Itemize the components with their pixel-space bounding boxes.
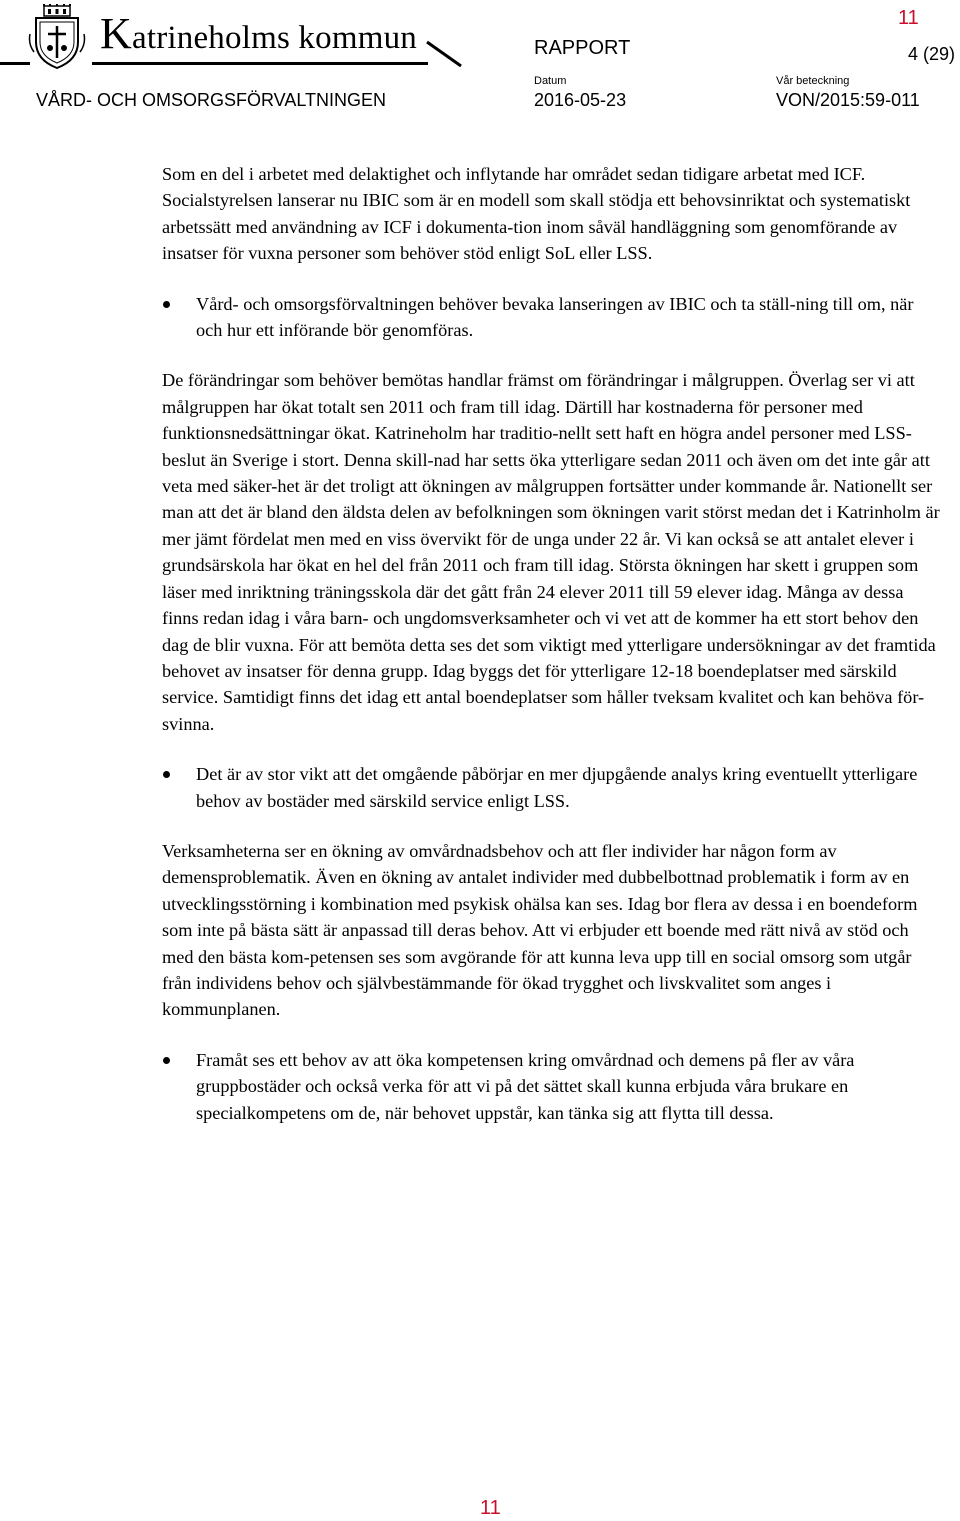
municipal-crest-icon <box>28 4 86 70</box>
organization-name-rest: atrineholms kommun <box>131 20 417 56</box>
paragraph-target-group: De förändringar som behöver bemötas handlar främst om förändringar i målgruppen. Överlag ser vi att målgruppen har ökat totalt sen 2011 och fram till idag. Därtill har kostnaderna för personer med funktionsnedsättningar ökat. Katrineholm har traditio-nellt sett haft en högra andel personer med LSS-beslut än Sverige i stort. Denna skill-nad har setts öka ytterligare sedan 2011 och även om det inte går att veta med säker-het är det troligt att ökningen av målgruppen fortsätter under kommande år. Nationellt ser man att det är bland den äldsta delen av befolkningen som ökningen varit störst medan det i Katrinholm är mer jämt fördelat men med en viss övervikt för de unga under 22 år. Vi kan också se att antalet elever i grundsärskola har ökat en hel del från 2011 och fram till idag. Största ökningen har skett i gruppen som läser med inriktning träningsskola där det gått från 24 elever 2011 till 59 elever idag. Många av dessa finns redan idag i våra barn- och ungdomsverksamheter och vi vet att de kommer ha ett stort behov den dag de blir vuxna. För att bemöta detta ses det som viktigt med ytterligare undersökningar av det framtida behovet av insatser för denna grupp. Idag byggs det för ytterligare 12-18 boendeplatser med särskild service. Samtidigt finns det idag ett antal boendeplatser som håller tveksam kvalitet och kan behöva för-svinna. <box>162 370 940 734</box>
reference-value: VON/2015:59-011 <box>776 90 920 110</box>
page-count: 4 (29) <box>908 44 956 64</box>
report-type: RAPPORT <box>534 37 631 59</box>
paragraph-icf: Som en del i arbetet med delaktighet och inflytande har området sedan tidigare arbetat med ICF. Socialstyrelsen lanserar nu IBIC som är en modell som skall stödja ett behovsinriktat och systematiskt arbetssätt med användning av ICF i dokumenta-tion inom såväl handläggning som genomförande av insatser för vuxna personer som behöver stöd enligt SoL eller LSS. <box>162 164 911 264</box>
bullet-item-housing-analysis <box>162 761 940 814</box>
bullet-item-competence <box>162 1047 940 1126</box>
bullet-icon <box>163 1057 170 1064</box>
page-stamp-bottom: 11 <box>480 1497 501 1519</box>
header-rule <box>92 62 428 65</box>
page-stamp-top: 11 <box>898 7 919 29</box>
reference-label: Vår beteckning <box>776 75 850 87</box>
paragraph-care-needs: Verksamheterna ser en ökning av omvårdnadsbehov och att fler individer har någon form av demensproblematik. Även en ökning av antalet individer med dubbelbottnad problematik i form av en utvecklingsstörning i kombination med psykisk ohälsa kan ses. Idag bor flera av dessa i en boendeform som inte på bästa sätt är anpassad till deras behov. Att vi erbjuder ett boende med rätt nivå av stöd och med den bästa kom-petensen ses som avgörande för att kunna leva upp till en social omsorg som utgår från individens behov och självbestämmande för ökad trygghet och livskvalitet som anges i kommunplanen. <box>162 840 918 1020</box>
document-body <box>162 161 940 1150</box>
bullet-text: Det är av stor vikt att det omgående påbörjar en mer djupgående analys kring eventuellt ytterligare behov av bostäder med särskild service enligt LSS. <box>196 764 918 811</box>
bullet-icon <box>163 301 170 308</box>
organization-name <box>100 9 417 58</box>
department-name: VÅRD- OCH OMSORGSFÖRVALTNINGEN <box>36 90 387 110</box>
organization-name-initial: K <box>100 9 132 58</box>
date-label: Datum <box>534 75 567 87</box>
header-rule-left <box>0 62 30 65</box>
bullet-item-ibic <box>162 291 940 344</box>
page-header <box>0 0 960 120</box>
bullet-text: Framåt ses ett behov av att öka kompetensen kring omvårdnad och demens på fler av våra gruppbostäder och också verka för att vi på det sättet skall kunna erbjuda våra brukare en specialkompetens om de, när behovet uppstår, kan tänka sig att flytta till dessa. <box>196 1049 855 1123</box>
bullet-icon <box>163 771 170 778</box>
date-value: 2016-05-23 <box>534 90 627 110</box>
bullet-text: Vård- och omsorgsförvaltningen behöver bevaka lanseringen av IBIC och ta ställ-ning till om, när och hur ett införande bör genomföras. <box>196 293 914 341</box>
header-rule-slash <box>425 40 465 70</box>
